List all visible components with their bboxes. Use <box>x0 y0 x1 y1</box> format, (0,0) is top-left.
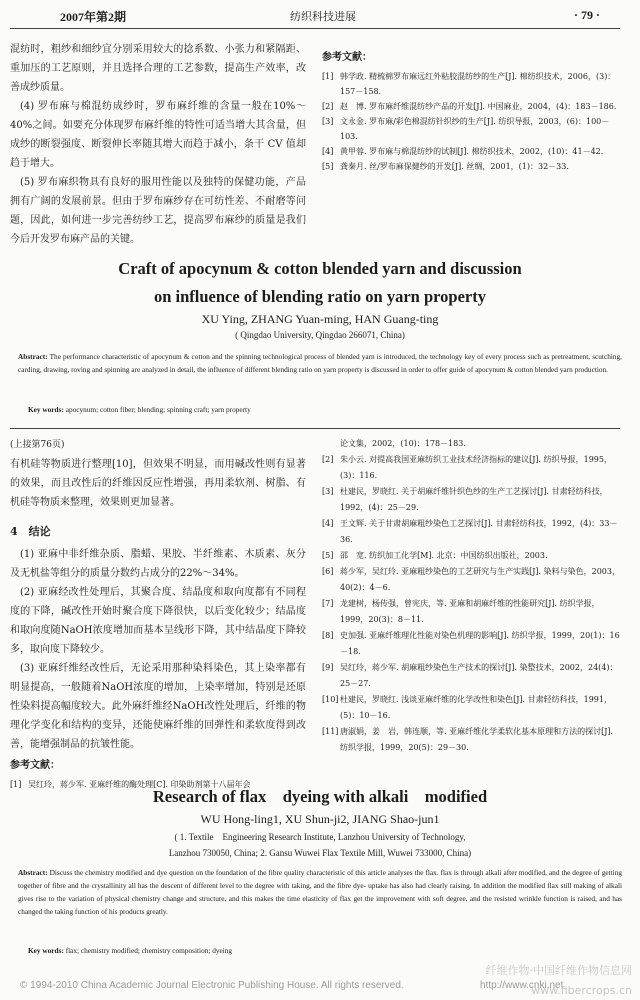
reference-item: [7] 龙建树，杨传强，曾宪庆，等. 亚麻和胡麻纤维的性能研究[J]. 纺织学报，1999，20(3)：8－11. <box>322 599 600 624</box>
copyright-notice: © 1994-2010 China Academic Journal Electronic Publishing House. All rights reserved. <box>20 980 404 991</box>
reference-item: [4] 王文辉. 关于甘肃胡麻粗纱染色工艺探讨[J]. 甘肃轻纺科技，1992，(4)：33－36. <box>322 519 618 544</box>
abstract-text: Discuss the chemistry modified and dye question on the foundation of the fibre quality characteristic of this article analyses the flax. flax is through alkali after modified, and the degree of getting together of fibre and the crystallinity all has the descent of different level to the degree with taking, and the fibre dye- uptake has also had clearly raising. In addition the modified flax still making of alkali gives rise to the variation of physical chemistry change and structure, and this makes the time elasticity of flax get the improvement with soft degree, and the resisted wrinkle function is raised, and has changed the taking function of his products greatly. <box>18 868 623 916</box>
keywords-label: Key words: <box>28 405 64 414</box>
reference-item: [1] 吴红玲，蒋少军. 亚麻纤维的酶处理[C]. 印染助剂第十八届年会 <box>10 780 251 789</box>
article1-references <box>322 48 622 174</box>
conclusion-item: (1) 亚麻中非纤维杂质、脂蜡、果胶、半纤维素、木质素、灰分及无机盐等组分的质量分数约占成分的22%～34%。 <box>10 549 306 579</box>
article2-english-title: Research of flax dyeing with alkali modified <box>152 787 488 806</box>
page-number: · 79 · <box>573 8 600 22</box>
issue-label: 2007年第2期 <box>60 10 127 24</box>
abstract-text: The performance characteristic of apocynum & cotton and the spinning technological process of blended yarn is introduced, the technology key of every process such as pretreatment, scutching, carding, drawing, roving and spinning are analyzed in detail, the influence of different blending ratio on yarn property is discussed in order to offer guide of apocynum & cotton blended yarn production. <box>18 352 622 374</box>
watermark-text: 纤维作物·中国纤维作物信息网 <box>485 964 632 977</box>
article2-left-column <box>10 436 306 792</box>
reference-item: [8] 史加强. 亚麻纤维理化性能对染色机理的影响[J]. 纺织学报，1999，20(1)：16－18. <box>322 631 620 656</box>
article1-left-column <box>10 40 306 249</box>
references-title: 参考文献： <box>322 52 372 63</box>
article2-authors: WU Hong-ling1, XU Shun-ji2, JIANG Shao-jun1 <box>200 812 440 826</box>
article2-keywords <box>28 946 232 955</box>
journal-name: 纺织科技进展 <box>290 10 356 23</box>
reference-item: [4] 黄甲蓉. 罗布麻与棉混纺纱的试制[J]. 棉纺织技术，2002，(10)：41－42. <box>322 147 604 156</box>
article1-english-title-line2: on influence of blending ratio on yarn property <box>153 287 486 306</box>
article1-paragraph: (4) 罗布麻与棉混纺成纱时，罗布麻纤维的含量一般在10%～40%之间。如要充分体现罗布麻纤维的特性可适当增大其含量，但成纱的断裂强度、断裂伸长率随其增大而趋于减小，条干 CV 值却趋于增大。 <box>10 101 306 169</box>
continued-note: (上接第76页) <box>10 440 65 450</box>
article1-authors: XU Ying, ZHANG Yuan-ming, HAN Guang-ting <box>201 312 439 326</box>
reference-item: [11] 唐淑娟，姜 岩，韩连顺，等. 亚麻纤维化学柔软化基本原理和方法的探讨[J]. 纺织学报，1999，20(5)：29－30. <box>322 727 614 752</box>
footer-url: http://www.cnki.net <box>480 980 564 991</box>
keywords-text: apocynum; cotton fiber; blending; spinning craft; yarn property <box>65 405 251 414</box>
reference-item: [1] 韩学政. 精梳棉罗布麻远红外粘胶混纺纱的生产[J]. 棉纺织技术，2006，(3)：157－158. <box>322 72 616 96</box>
reference-item: [5] 龚秦月. 丝/罗布麻保健纱的开发[J]. 丝绸，2001，(1)：32－33. <box>322 162 569 171</box>
article1-affiliation: ( Qingdao University, Qingdao 266071, China) <box>235 330 405 340</box>
reference-item: [2] 赵 博. 罗布麻纤维混纺纱产品的开发[J]. 中国麻业，2004，(4)：183－186. <box>322 102 617 111</box>
article1-abstract <box>18 350 622 376</box>
article2-references <box>322 436 622 756</box>
reference-item: 论文集，2002，(10)：178－183. <box>340 439 466 448</box>
article2-affiliation-line1: ( 1. Textile Engineering Research Institute, Lanzhou University of Technology, <box>174 832 466 842</box>
reference-item: [3] 杜建民，罗晓红. 关于胡麻纤维针织色纱的生产工艺探讨[J]. 甘肃轻纺科技，1992，(4)：25－29. <box>322 487 608 512</box>
article1-paragraph: (5) 罗布麻织物具有良好的服用性能以及独特的保健功能，产品拥有广阔的发展前景。但由于罗布麻纱存在可纺性差、不耐磨等问题，因此，如何进一步完善纺纱工艺，提高罗布麻纱的质量是我们今后开发罗布麻产品的关键。 <box>10 177 306 245</box>
reference-item: [6] 蒋少军，吴红玲. 亚麻粗纱染色的工艺研究与生产实践[J]. 染料与染色，2003，40(2)：4－6. <box>322 567 620 592</box>
article2-paragraph: 有机硅等物质进行整理[10]，但效果不明显，而用碱改性则有显著的效果，而且改性后的纤维因反应性增强，再用柔软剂、树脂、有机硅等物质来整理，效果则更加显著。 <box>10 459 306 508</box>
reference-item: [2] 朱小云. 对提高我国亚麻纺织工业技术经济指标的建议[J]. 纺织导报，1995，(3)：116. <box>322 455 612 480</box>
article2-abstract <box>18 866 622 918</box>
watermark-url: www.fibercrops.cn <box>531 984 632 997</box>
header-rule <box>10 28 620 29</box>
article1-paragraph: 混纺时，粗纱和细纱宜分别采用较大的捻系数、小张力和紧隔距、重加压的工艺原则，并且选择合理的工艺参数，提高生产效率，改善成纱质量。 <box>10 44 306 93</box>
abstract-label: Abstract: <box>18 868 48 877</box>
reference-item: [5] 邵 宽. 纺织加工化学[M]. 北京：中国纺织出版社，2003. <box>322 551 548 560</box>
conclusion-item: (2) 亚麻经改性处理后，其聚合度、结晶度和取向度都有不同程度的下降，碱改性开始时聚合度下降很快，以后变化较少；结晶度和取向度随NaOH浓度增加而基本呈线形下降，其中结晶度下降较多，取向度下降较少。 <box>10 587 306 655</box>
reference-item: [3] 文永金. 罗布麻/彩色棉混纺针织纱的生产[J]. 纺织导报，2003，(6)：100－103. <box>322 117 610 141</box>
section-heading: 4 结论 <box>10 525 51 538</box>
article1-english-title-line1: Craft of apocynum & cotton blended yarn and discussion <box>118 259 522 278</box>
conclusion-item: (3) 亚麻纤维经改性后，无论采用那种染料染色，其上染率都有明显提高，一般随着NaOH浓度的增加，上染率增加，特别是还原性染料提高幅度较大。此外麻纤维经NaOH改性处理后，纤维的物理化学变化和结构的变异，还能使麻纤维的回弹性和柔软度得到改善，能增强制品的抗皱性能。 <box>10 663 306 750</box>
reference-item: [9] 吴红玲，蒋少军. 胡麻粗纱染色生产技术的探讨[J]. 染整技术，2002，24(4)：25－27. <box>322 663 618 688</box>
article-separator <box>10 428 620 429</box>
keywords-label: Key words: <box>28 946 64 955</box>
page-header <box>0 6 640 26</box>
article2-affiliation-line2: Lanzhou 730050, China; 2. Gansu Wuwei Flax Textile Mill, Wuwei 733000, China) <box>168 848 472 858</box>
references-title: 参考文献： <box>10 760 60 771</box>
article1-keywords <box>28 405 251 414</box>
abstract-label: Abstract: <box>18 352 48 361</box>
keywords-text: flax; chemistry modified; chemistry composition; dyeing <box>65 946 233 955</box>
reference-item: [10] 杜建民，罗晓红. 浅谈亚麻纤维的化学改性和染色[J]. 甘肃轻纺科技，1991，(5)：10－16. <box>322 695 612 720</box>
